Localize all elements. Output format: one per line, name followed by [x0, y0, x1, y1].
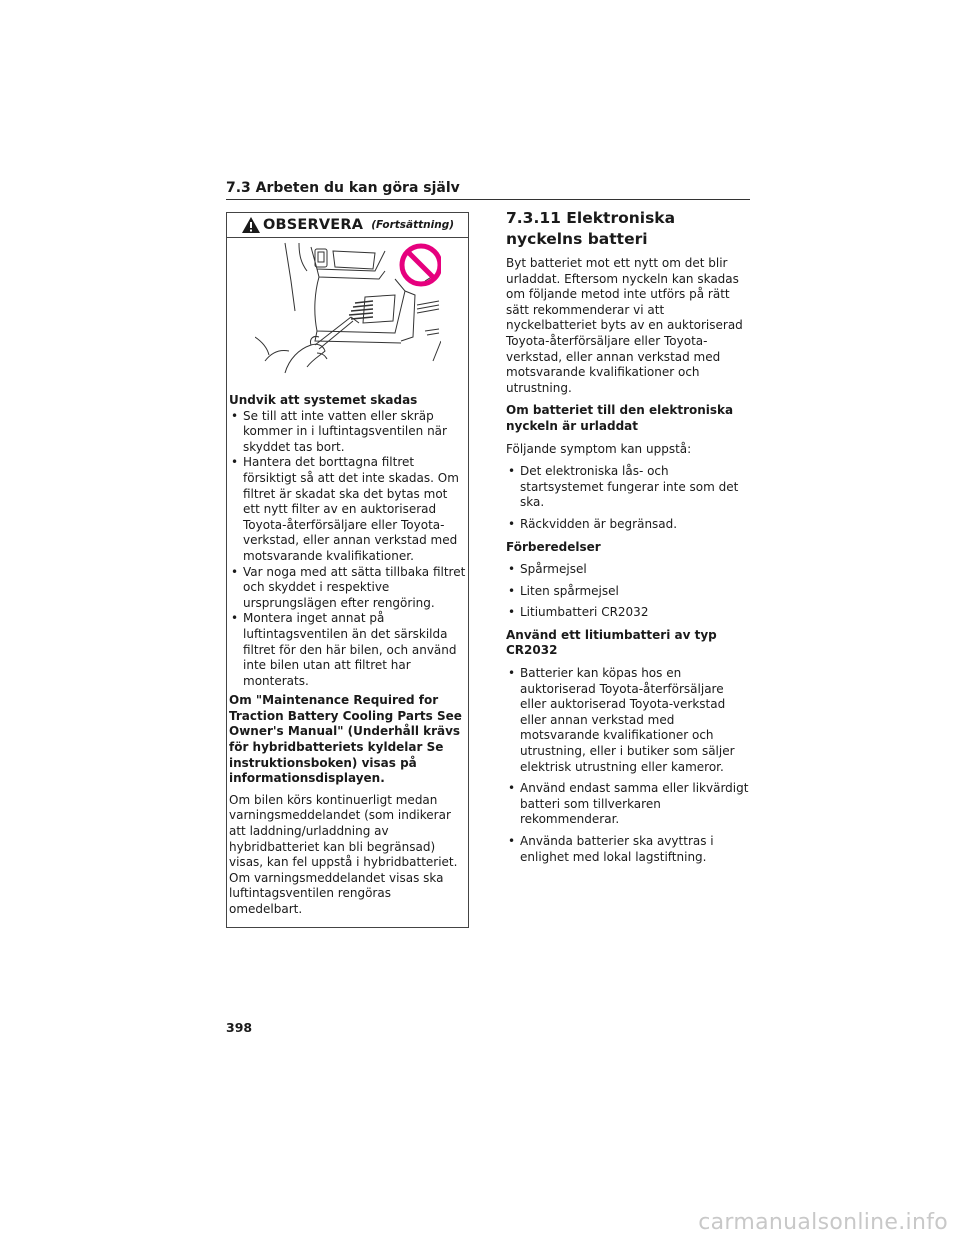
warning-box [226, 212, 469, 928]
section-heading: 7.3.11 Elektroniska nyckelns batteri [506, 209, 676, 248]
subheading-discharged: Om batteriet till den elektroniska nyckeln är urladdat [506, 403, 734, 433]
battery-notes-list [506, 666, 752, 865]
warning-paragraph: Om bilen körs kontinuerligt medan varningsmeddelandet (som indikerar att laddning/urladdning av hybridbatteriet kan bli begränsad) visas, kan fel uppstå i hybridbatteriet. Om varningsmeddelandet visas ska luftintagsventilen rengöras omedelbart. [229, 792, 458, 916]
list-item: • Litiumbatteri CR2032 [506, 605, 752, 621]
list-item: • Använd endast samma eller likvärdigt batteri som tillverkaren rekommenderar. [506, 781, 752, 828]
list-item: • Spårmejsel [506, 562, 752, 578]
warning-title-bar [227, 213, 468, 238]
warning-heading-2: Om "Maintenance Required for Traction Battery Cooling Parts See Owner's Manual" (Underhåll krävs för hybridbatteriets kyldelar Se instruktionsboken) visas på informationsdisplayen. [229, 693, 462, 786]
air-intake-illustration [255, 241, 441, 375]
watermark: carmanualsonline.info [698, 1210, 948, 1235]
list-item: • Var noga med att sätta tillbaka filtret och skyddet i respektive ursprungslägen efter rengöring. [229, 565, 467, 612]
warning-body [229, 393, 467, 918]
list-item: • Använda batterier ska avyttras i enlighet med lokal lagstiftning. [506, 834, 752, 865]
warning-bullets [229, 409, 467, 690]
prohibition-icon [402, 246, 440, 284]
list-item: • Räckvidden är begränsad. [506, 517, 752, 533]
continuation-label: (Fortsättning) [371, 219, 455, 231]
right-column [506, 208, 752, 872]
subheading-battery-type: Använd ett litiumbatteri av typ CR2032 [506, 627, 717, 658]
list-item: • Se till att inte vatten eller skräp kommer in i luftintagsventilen när skyddet tas bort. [229, 409, 467, 456]
warning-triangle-icon [241, 216, 261, 234]
symptoms-intro: Följande symptom kan uppstå: [506, 441, 692, 456]
intro-paragraph: Byt batteriet mot ett nytt om det blir urladdat. Eftersom nyckeln kan skadas om följande metod inte utförs på rätt sätt rekommenderar vi att nyckelbatteriet byts av en auktoriserad Toyota-återförsäljare eller Toyota-verkstad, eller annan verkstad med motsvarande kvalifikationer och utrustning. [506, 256, 743, 395]
symptoms-list [506, 464, 752, 532]
list-item: • Batterier kan köpas hos en auktoriserad Toyota-återförsäljare eller auktoriserad Toyota-verkstad eller annan verkstad med motsvarande kvalifikationer och utrustning, eller i butiker som säljer elektrisk utrustning eller kameror. [506, 666, 752, 775]
list-item: • Det elektroniska lås- och startsystemet fungerar inte som det ska. [506, 464, 752, 511]
list-item: • Liten spårmejsel [506, 584, 752, 600]
page-number: 398 [226, 1020, 253, 1035]
warning-label: OBSERVERA [262, 217, 364, 233]
subheading-preparations: Förberedelser [506, 539, 601, 554]
warning-heading: Undvik att systemet skadas [229, 393, 418, 407]
list-item: • Montera inget annat på luftintagsventilen än det särskilda filtret för den här bilen, och använd inte bilen utan att filtret har monterats. [229, 611, 467, 689]
section-header [226, 180, 750, 200]
list-item: • Hantera det borttagna filtret försiktigt så att det inte skadas. Om filtret är skadat ska det bytas mot ett nytt filter av en auktoriserad Toyota-återförsäljare eller Toyota-verkstad, eller annan verkstad med motsvarande kvalifikationer. [229, 455, 467, 564]
section-title: 7.3 Arbeten du kan göra själv [226, 180, 460, 196]
tools-list [506, 562, 752, 621]
